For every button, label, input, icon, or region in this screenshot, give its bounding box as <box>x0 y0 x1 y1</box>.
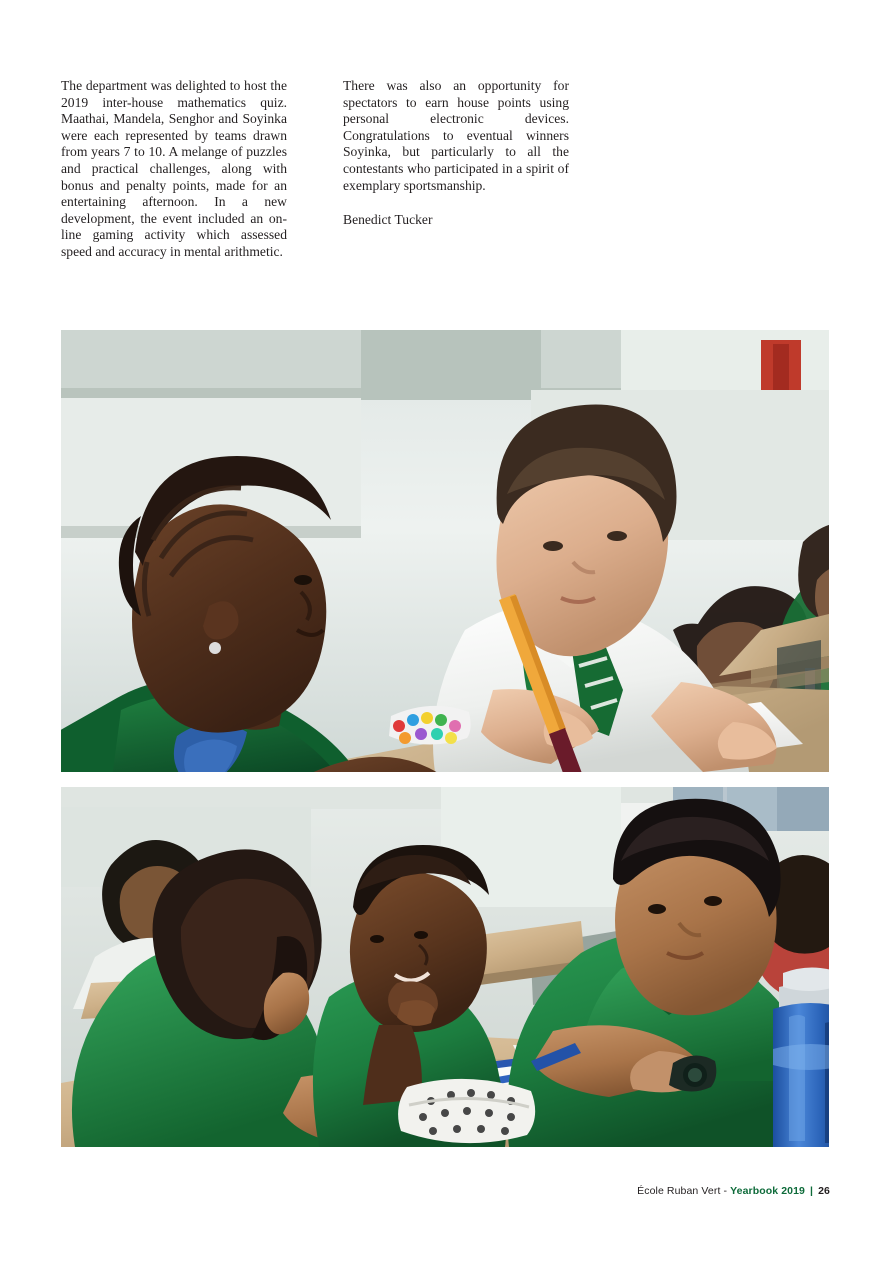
footer-page-number: 26 <box>818 1185 830 1197</box>
article-paragraph-left: The department was delighted to host the 2019 inter-house mathematics quiz. Maathai, Mandela, Senghor and Soyinka were each represented by teams drawn from years 7 to 10. A melange of puzzles and practical challenges, along with bonus and penalty points, made for an entertaining afternoon. In a new development, the event included an on-line gaming activity which assessed speed and accuracy in mental arithmetic. <box>61 78 287 259</box>
photo-two-students-writing <box>61 330 829 772</box>
footer-separator: | <box>810 1185 814 1197</box>
article-columns <box>61 78 569 273</box>
photo-group-of-students-working-image <box>61 787 829 1147</box>
article-byline: Benedict Tucker <box>343 212 433 228</box>
page-footer <box>637 1185 830 1197</box>
article-column-right <box>343 78 569 273</box>
footer-school-name: École Ruban Vert <box>637 1185 721 1197</box>
article-column-left <box>61 78 287 273</box>
photo-group-of-students-working <box>61 787 829 1147</box>
footer-dash: - <box>723 1185 728 1197</box>
photo-two-students-writing-image <box>61 330 829 772</box>
article-paragraph-right: There was also an opportunity for spectators to earn house points using personal electronic devices. Congratulations to eventual winners Soyinka, but particularly to all the contestants who participated in a spirit of exemplary sportsmanship. <box>343 78 569 193</box>
footer-yearbook-label: Yearbook 2019 <box>730 1185 805 1197</box>
